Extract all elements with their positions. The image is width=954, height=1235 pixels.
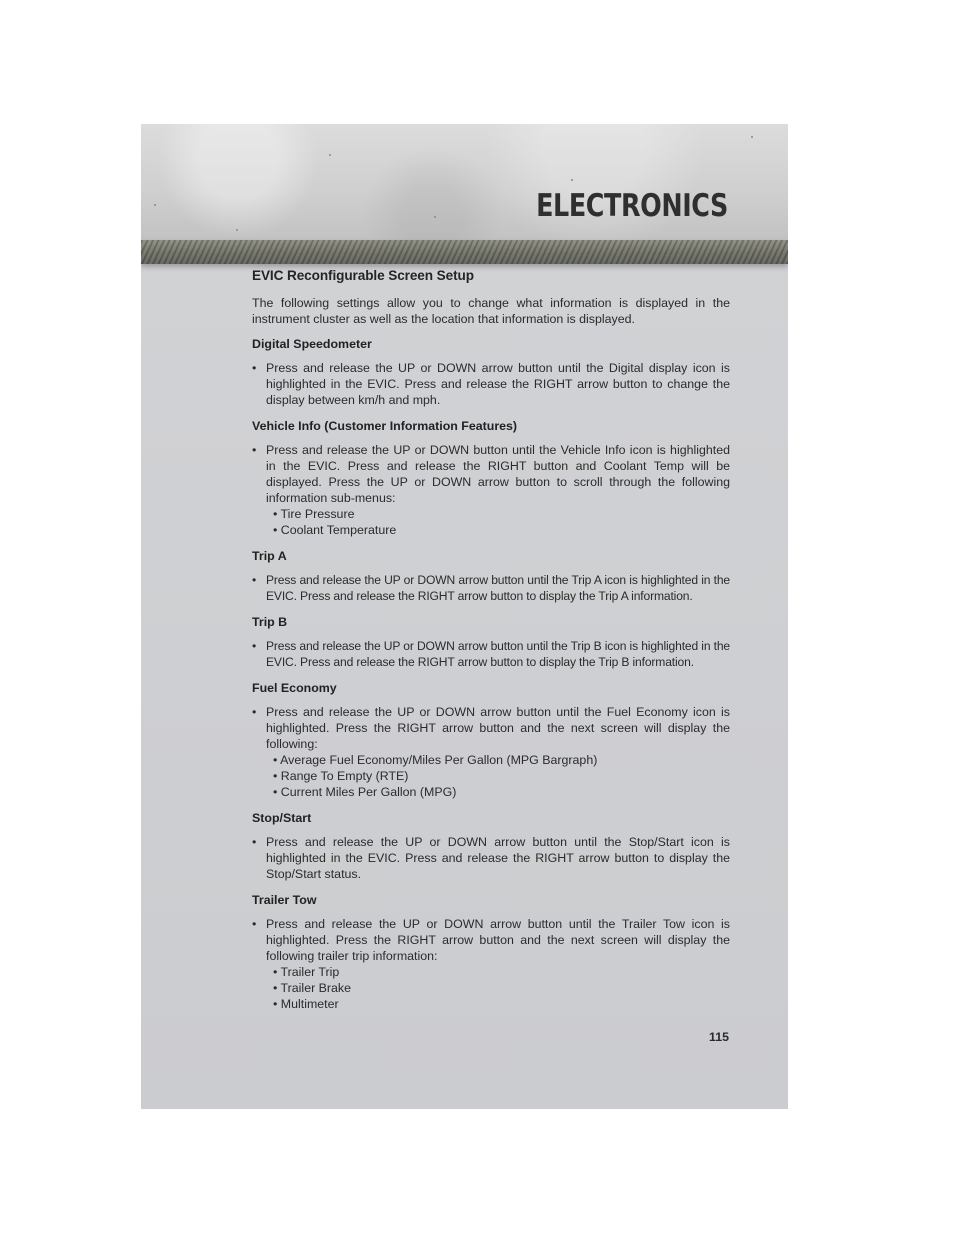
sub-item: • Trailer Trip <box>273 965 340 979</box>
bullet-text: Press and release the UP or DOWN arrow button until the Trailer Tow icon is highlighted. Press the RIGHT arrow button and the next screen will display the following trailer trip information: <box>266 917 730 963</box>
bullet-text: Press and release the UP or DOWN arrow button until the Trip A icon is highlighted in the EVIC. Press and release the RIGHT arrow button to display the Trip A information. <box>266 573 730 603</box>
subsection-heading: Trip A <box>252 549 287 563</box>
bullet-mark: • <box>252 443 257 457</box>
bullet-mark: • <box>252 705 257 719</box>
subsection-trailer-tow <box>252 892 730 1012</box>
bullet-text: Press and release the UP or DOWN button until the Vehicle Info icon is highlighted in the EVIC. Press and release the RIGHT button and Coolant Temp will be displayed. Press the UP or DOWN arrow button to scroll through the following information sub-menus: <box>266 443 730 505</box>
section-heading: EVIC Reconfigurable Screen Setup <box>252 268 474 283</box>
sub-item: • Multimeter <box>273 997 339 1011</box>
bullet-item <box>252 638 730 670</box>
sub-item: • Range To Empty (RTE) <box>273 769 409 783</box>
subsection-fuel-economy <box>252 680 730 800</box>
page-number: 115 <box>709 1030 729 1044</box>
subsection-stop-start <box>252 810 730 882</box>
bullet-item <box>252 360 730 408</box>
bullet-mark: • <box>252 639 257 653</box>
sub-item: • Trailer Brake <box>273 981 352 995</box>
sub-item: • Coolant Temperature <box>273 523 397 537</box>
subsection-trip-a <box>252 548 730 604</box>
subsection-vehicle-info <box>252 418 730 538</box>
bullet-item <box>252 442 730 506</box>
subsection-heading: Trailer Tow <box>252 893 317 907</box>
bullet-item <box>252 704 730 752</box>
bullet-item <box>252 916 730 964</box>
page-content <box>252 268 730 1022</box>
subsection-trip-b <box>252 614 730 670</box>
manual-page <box>141 124 788 1109</box>
subsection-heading: Fuel Economy <box>252 681 337 695</box>
subsection-heading: Vehicle Info (Customer Information Features) <box>252 419 518 433</box>
bullet-mark: • <box>252 917 257 931</box>
sub-item: • Tire Pressure <box>273 507 355 521</box>
sub-item: • Current Miles Per Gallon (MPG) <box>273 785 457 799</box>
sub-item: • Average Fuel Economy/Miles Per Gallon (MPG Bargraph) <box>273 753 598 767</box>
bullet-item <box>252 572 730 604</box>
intro-paragraph: The following settings allow you to change what information is displayed in the instrument cluster as well as the location that information is displayed. <box>252 296 730 326</box>
subsection-digital-speedometer <box>252 336 730 408</box>
bullet-text: Press and release the UP or DOWN arrow button until the Trip B icon is highlighted in the EVIC. Press and release the RIGHT arrow button to display the Trip B information. <box>266 639 730 669</box>
header-stripe <box>141 240 788 264</box>
bullet-text: Press and release the UP or DOWN arrow button until the Fuel Economy icon is highlighted. Press the RIGHT arrow button and the next screen will display the following: <box>266 705 730 751</box>
subsection-heading: Trip B <box>252 615 288 629</box>
bullet-text: Press and release the UP or DOWN arrow button until the Stop/Start icon is highlighted in the EVIC. Press and release the RIGHT arrow button to display the Stop/Start status. <box>266 835 730 881</box>
subsection-heading: Stop/Start <box>252 811 312 825</box>
bullet-mark: • <box>252 573 257 587</box>
bullet-text: Press and release the UP or DOWN arrow button until the Digital display icon is highlighted in the EVIC. Press and release the RIGHT arrow button to change the display between km/h and mph. <box>266 361 730 407</box>
bullet-mark: • <box>252 835 257 849</box>
subsection-heading: Digital Speedometer <box>252 337 372 351</box>
chapter-title: ELECTRONICS <box>536 188 728 224</box>
section-header-banner <box>141 124 788 240</box>
bullet-mark: • <box>252 361 257 375</box>
bullet-item <box>252 834 730 882</box>
